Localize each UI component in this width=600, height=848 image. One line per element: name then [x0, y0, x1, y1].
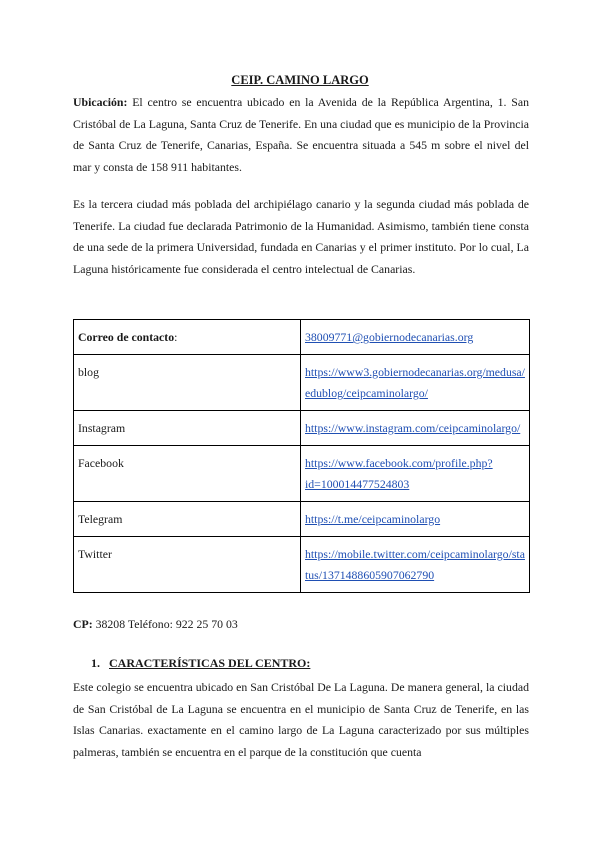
city-paragraph: Es la tercera ciudad más poblada del archipiélago canario y la segunda ciudad más poblada de Tenerife. La ciudad fue declarada Patrimonio de la Humanidad. Asimismo, también tiene consta de una sede de la primera Universidad, fundada en Canarias y el primer instituto. Por lo cual, La Laguna históricamente fue considerada el centro intelectual de Canarias. — [73, 197, 529, 276]
contact-value-cell — [301, 502, 530, 537]
table-row — [74, 411, 530, 446]
table-row — [74, 502, 530, 537]
cp-text: 38208 Teléfono: 922 25 70 03 — [92, 617, 238, 631]
contact-email-link[interactable]: 38009771@gobiernodecanarias.org — [305, 330, 474, 344]
contact-email-label-suffix: : — [174, 330, 178, 344]
instagram-link[interactable]: https://www.instagram.com/ceipcaminolargo/ — [305, 421, 521, 435]
contact-value-cell — [301, 320, 530, 355]
table-row — [74, 446, 530, 502]
postal-phone-line — [73, 617, 238, 632]
contact-value-cell — [301, 446, 530, 502]
telegram-link[interactable]: https://t.me/ceipcaminolargo — [305, 512, 441, 526]
contact-label-cell — [74, 320, 301, 355]
contact-value-cell — [301, 355, 530, 411]
contact-telegram-label: Telegram — [74, 502, 301, 537]
contact-value-cell — [301, 411, 530, 446]
blog-link[interactable]: https://www3.gobiernodecanarias.org/medusa/edublog/ceipcaminolargo/ — [305, 365, 525, 400]
contact-twitter-label: Twitter — [74, 537, 301, 593]
table-row — [74, 320, 530, 355]
contact-table — [73, 319, 530, 593]
contact-email-label: Correo de contacto — [78, 330, 175, 344]
contact-blog-label: blog — [74, 355, 301, 411]
twitter-link[interactable]: https://mobile.twitter.com/ceipcaminolargo/status/1371488605907062790 — [305, 547, 525, 582]
section-paragraph: Este colegio se encuentra ubicado en San Cristóbal De La Laguna. De manera general, la ciudad de San Cristóbal de La Laguna se encuentra en el municipio de Santa Cruz de Tenerife, en las Islas Canarias. exactamente en el camino largo de La Laguna caracterizado por sus múltiples palmeras, también se encuentra en el parque de la constitución que cuenta — [73, 680, 529, 759]
section-title: CARACTERÍSTICAS DEL CENTRO: — [109, 656, 311, 670]
section-heading — [91, 656, 310, 671]
page-title: CEIP. CAMINO LARGO — [231, 73, 369, 87]
location-text: El centro se encuentra ubicado en la Avenida de la República Argentina, 1. San Cristóbal de La Laguna, Santa Cruz de Tenerife. En una ciudad que es municipio de la Provincia de Santa Cruz de Tenerife, Canarias, España. Se encuentra situada a 545 m sobre el nivel del mar y consta de 158 911 habitantes. — [73, 95, 529, 174]
cp-label: CP: — [73, 617, 93, 631]
facebook-link[interactable]: https://www.facebook.com/profile.php?id=100014477524803 — [305, 456, 493, 491]
table-row — [74, 537, 530, 593]
contact-facebook-label: Facebook — [74, 446, 301, 502]
section-number: 1. — [91, 656, 100, 670]
location-label: Ubicación: — [73, 95, 128, 109]
contact-instagram-label: Instagram — [74, 411, 301, 446]
location-paragraph — [73, 92, 529, 178]
contact-value-cell — [301, 537, 530, 593]
table-row — [74, 355, 530, 411]
